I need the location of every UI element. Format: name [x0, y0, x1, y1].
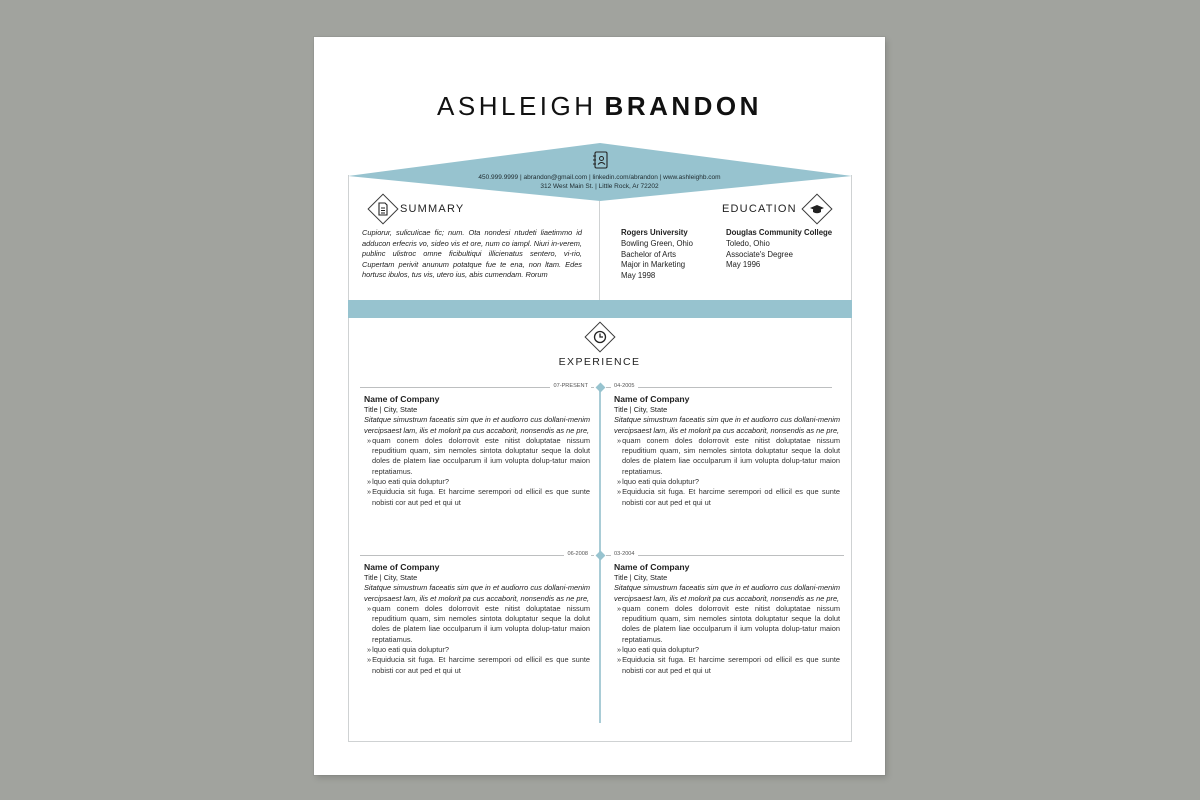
job-bullet: » Equiducia sit fuga. Et harcime serempori od ellicil es que sunte nobisti cor aut ped et qui ut — [364, 655, 590, 676]
degree: Associate's Degree — [726, 249, 793, 259]
job-bullet: » quam conem doles dolorrovit este nitist doluptatae nissum repuditium quam, sim nemoles sintota doluptatur seque la dolut doles de platem liae occulparum il ium volupta dolup-tatur maion reptatiamus. — [614, 436, 840, 477]
job-date: 06-2008 — [564, 551, 591, 557]
timeline-rule — [360, 555, 594, 556]
job-bullet: » lquo eati quia doluptur? — [364, 645, 590, 655]
job-bullet: » Equiducia sit fuga. Et harcime serempori od ellicil es que sunte nobisti cor aut ped et qui ut — [614, 487, 840, 508]
job-bullet: » lquo eati quia doluptur? — [364, 477, 590, 487]
job-title: Title | City, State — [364, 573, 418, 582]
job-description: Sitatque simustrum faceatis sim que in et audiorro cus dollani-menim vercipsaest lam, ilis et molorit pa cus accaborit, nonsendis as ne pre, — [364, 583, 590, 603]
candidate-name — [314, 91, 885, 122]
company-name: Name of Company — [614, 394, 690, 404]
graduation-cap-icon — [809, 201, 825, 217]
summary-heading: SUMMARY — [400, 203, 465, 215]
job-description: Sitatque simustrum faceatis sim que in et audiorro cus dollani-menim vercipsaest lam, ilis et molorit pa cus accaborit, nonsendis as ne pre, — [614, 415, 840, 435]
job-entry — [364, 394, 590, 508]
job-bullet: » Equiducia sit fuga. Et harcime serempori od ellicil es que sunte nobisti cor aut ped et qui ut — [364, 487, 590, 508]
job-bullets — [364, 436, 590, 508]
job-title: Title | City, State — [364, 405, 418, 414]
degree: Bachelor of Arts — [621, 249, 677, 259]
job-entry — [614, 394, 840, 508]
graduation-date: May 1998 — [621, 271, 656, 281]
job-bullet: » Equiducia sit fuga. Et harcime serempori od ellicil es que sunte nobisti cor aut ped et qui ut — [614, 655, 840, 676]
job-bullet: » lquo eati quia doluptur? — [614, 477, 840, 487]
graduation-date: May 1996 — [726, 260, 761, 270]
job-bullet: » lquo eati quia doluptur? — [614, 645, 840, 655]
resume-page — [314, 37, 885, 775]
column-divider — [599, 201, 600, 301]
education-entry — [621, 228, 693, 282]
company-name: Name of Company — [364, 562, 440, 572]
job-bullet: » quam conem doles dolorrovit este nitist doluptatae nissum repuditium quam, sim nemoles sintota doluptatur seque la dolut doles de platem liae occulparum il ium volupta dolup-tatur maion reptatiamus. — [364, 604, 590, 645]
job-entry — [614, 562, 840, 676]
job-title: Title | City, State — [614, 405, 668, 414]
job-bullets — [364, 604, 590, 676]
timeline-rule — [606, 387, 832, 388]
job-bullets — [614, 436, 840, 508]
job-title: Title | City, State — [614, 573, 668, 582]
address: 312 West Main St. | Little Rock, Ar 72202 — [540, 183, 659, 190]
last-name: BRANDON — [604, 91, 762, 121]
document-icon — [375, 201, 391, 217]
job-bullet: » quam conem doles dolorrovit este nitist doluptatae nissum repuditium quam, sim nemoles sintota doluptatur seque la dolut doles de platem liae occulparum il ium volupta dolup-tatur maion reptatiamus. — [614, 604, 840, 645]
school-name: Douglas Community College — [726, 228, 833, 237]
job-description: Sitatque simustrum faceatis sim que in et audiorro cus dollani-menim vercipsaest lam, ilis et molorit pa cus accaborit, nonsendis as ne pre, — [614, 583, 840, 603]
timeline-rule — [606, 555, 844, 556]
school-location: Bowling Green, Ohio — [621, 238, 693, 248]
education-heading: EDUCATION — [722, 203, 797, 215]
job-date: 04-2005 — [611, 383, 638, 389]
major: Major in Marketing — [621, 260, 686, 270]
divider-band — [348, 300, 852, 318]
school-location: Toledo, Ohio — [726, 238, 770, 248]
company-name: Name of Company — [614, 562, 690, 572]
job-entry — [364, 562, 590, 676]
clock-icon — [592, 329, 608, 345]
first-name: ASHLEIGH — [437, 91, 597, 121]
contact-book-icon — [592, 151, 609, 169]
job-bullet: » quam conem doles dolorrovit este nitist doluptatae nissum repuditium quam, sim nemoles sintota doluptatur seque la dolut doles de platem liae occulparum il ium volupta dolup-tatur maion reptatiamus. — [364, 436, 590, 477]
job-date: 07-PRESENT — [550, 383, 591, 389]
summary-text: Cupiorur, sulicuIicae fic; num. Ota nondesi ntudeti liaetimmo id adducon erfecris vo, sideo vis et ore, num co iampl. Niuri in-verem, publinc ulistroc omne ficibultiqui illicienatus sentero, vi-rio, Cupertam perivit anunum potatque fue te ena, non ltam. Edes hortusc ibulos, tus vis, utero ius, abis cumendam. Rorum — [362, 228, 582, 280]
education-entry — [726, 228, 836, 271]
job-date: 03-2004 — [611, 551, 638, 557]
experience-heading: EXPERIENCE — [558, 356, 641, 368]
company-name: Name of Company — [364, 394, 440, 404]
contact-info: 450.999.9999 | abrandon@gmail.com | linkedin.com/abrandon | www.ashleighb.com — [478, 174, 721, 181]
school-name: Rogers University — [621, 228, 688, 237]
job-description: Sitatque simustrum faceatis sim que in et audiorro cus dollani-menim vercipsaest lam, ilis et molorit pa cus accaborit, nonsendis as ne pre, — [364, 415, 590, 435]
job-bullets — [614, 604, 840, 676]
